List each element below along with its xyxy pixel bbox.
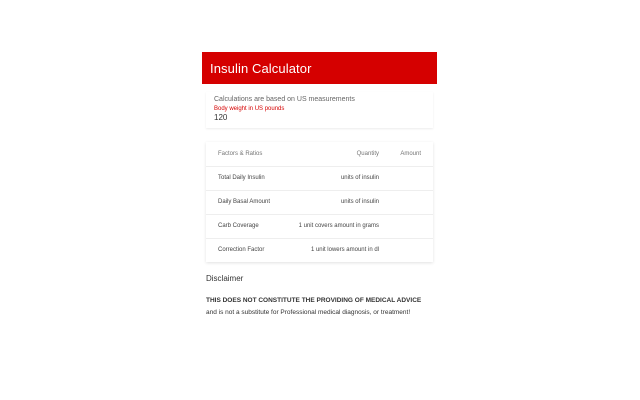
- disclaimer-rest-text: and is not a substitute for Professional medical diagnosis, or treatment!: [206, 309, 411, 316]
- column-header-amount: Amount: [400, 150, 421, 157]
- body-weight-input[interactable]: [214, 112, 425, 122]
- app-title: Insulin Calculator: [210, 60, 312, 76]
- disclaimer-heading: Disclaimer: [206, 274, 244, 283]
- table-row-total-daily-insulin: [206, 166, 433, 190]
- insulin-calculator-popup: [202, 52, 437, 342]
- disclaimer-strong-text: THIS DOES NOT CONSTITUTE THE PROVIDING OF MEDICAL ADVICE: [206, 297, 422, 304]
- table-header-row: [206, 142, 433, 166]
- quantity-cell: 1 unit covers amount in grams: [298, 223, 379, 229]
- factor-cell: Correction Factor: [218, 247, 265, 254]
- disclaimer-text: [206, 295, 431, 319]
- amount-cell: [383, 238, 433, 262]
- table-row-correction-factor: [206, 238, 433, 262]
- table-row-carb-coverage: [206, 214, 433, 238]
- factors-table: [206, 142, 433, 262]
- column-header-quantity: Quantity: [356, 150, 379, 157]
- amount-cell: [383, 214, 433, 238]
- measurement-note: Calculations are based on US measurements: [214, 96, 355, 103]
- amount-cell: [383, 166, 433, 190]
- body-weight-label: Body weight in US pounds: [214, 106, 285, 112]
- factor-cell: Carb Coverage: [218, 223, 259, 229]
- table-row-daily-basal-amount: [206, 190, 433, 214]
- factor-cell: Daily Basal Amount: [218, 199, 271, 205]
- factor-cell: Total Daily Insulin: [218, 175, 265, 181]
- quantity-cell: units of insulin: [340, 199, 379, 205]
- amount-cell: [383, 190, 433, 214]
- measurement-card: [206, 92, 433, 128]
- quantity-cell: 1 unit lowers amount in dl: [310, 247, 379, 254]
- app-header: [202, 52, 437, 84]
- factors-table-card: [206, 142, 433, 262]
- column-header-factor: Factors & Ratios: [218, 150, 263, 157]
- quantity-cell: units of insulin: [340, 175, 379, 181]
